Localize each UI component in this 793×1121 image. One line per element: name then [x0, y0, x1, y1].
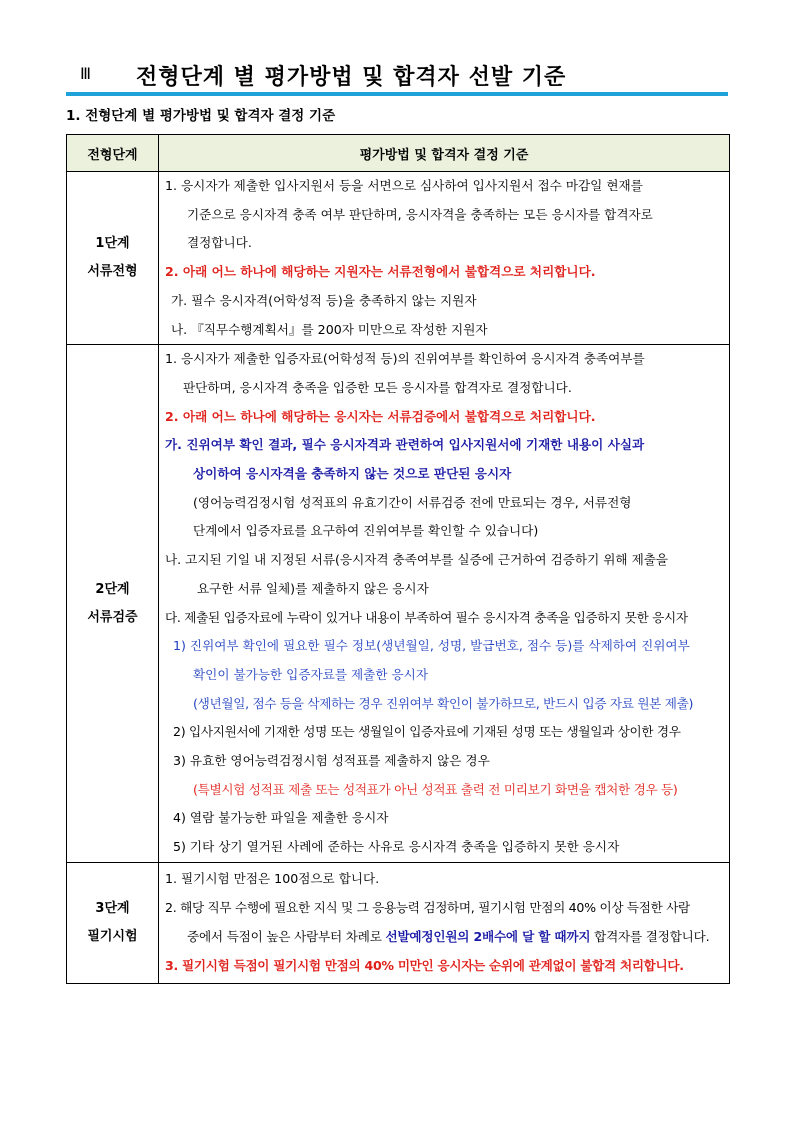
stage3-text: 중에서 득점이 높은 사람부터 차례로: [187, 928, 386, 944]
stage2-subitem: 3) 유효한 영어능력검정시험 성적표를 제출하지 않은 경우: [173, 753, 490, 769]
stage3-warning: 3. 필기시험 득점이 필기시험 만점의 40% 미만인 응시자는 순위에 관계없이 불합격 처리합니다.: [165, 957, 684, 973]
stage3-text: 합격자를 결정합니다.: [590, 928, 710, 944]
section-roman-numeral: Ⅲ: [80, 64, 92, 83]
stage2-criteria: [159, 345, 730, 863]
stage2-emphasis: 가. 진위여부 확인 결과, 필수 응시자격과 관련하여 입사지원서에 기재한 내용이 사실과: [165, 437, 645, 453]
stage2-subitem: 5) 기타 상기 열거된 사례에 준하는 사유로 응시자격 충족을 입증하지 못한 응시자: [173, 839, 620, 855]
stage3-highlight: 선발예정인원의 2배수에 달 할 때까지: [385, 928, 591, 944]
stage3-line: 1. 필기시험 만점은 100점으로 합니다.: [165, 871, 380, 887]
table-header-row: [67, 135, 730, 172]
stage1-name: [67, 172, 159, 345]
stage3-line: [165, 923, 725, 952]
section-title: 전형단계 별 평가방법 및 합격자 선발 기준: [136, 65, 567, 90]
stage2-note: (특별시험 성적표 제출 또는 성적표가 아닌 성적표 출력 전 미리보기 화면을 캡처한 경우 등): [193, 781, 678, 797]
stage2-line: (영어능력검정시험 성적표의 유효기간이 서류검증 전에 만료되는 경우, 서류전형: [193, 494, 632, 510]
stage3-criteria: [159, 862, 730, 983]
header-stage: 전형단계: [67, 135, 159, 172]
subsection-title: 1. 전형단계 별 평가방법 및 합격자 결정 기준: [66, 108, 336, 124]
stage1-line: 결정합니다.: [187, 235, 252, 251]
header-criteria: 평가방법 및 합격자 결정 기준: [159, 135, 730, 172]
stage2-warning: 2. 아래 어느 하나에 해당하는 응시자는 서류검증에서 불합격으로 처리합니다.: [165, 408, 596, 424]
stage2-label: 서류검증: [87, 609, 138, 625]
stage2-subitem: 1) 진위여부 확인에 필요한 필수 정보(생년월일, 성명, 발급번호, 점수 등)를 삭제하여 진위여부: [173, 638, 690, 654]
table-row-stage2: [67, 345, 730, 863]
stage2-line: 요구한 서류 일체)를 제출하지 않은 응시자: [197, 580, 429, 596]
table-row-stage1: [67, 172, 730, 345]
stage2-line: 다. 제출된 입증자료에 누락이 있거나 내용이 부족하여 필수 응시자격 충족을 입증하지 못한 응시자: [165, 609, 688, 625]
stage3-name: [67, 862, 159, 983]
stage1-line: 1. 응시자가 제출한 입사지원서 등을 서면으로 심사하여 입사지원서 접수 마감일 현재를: [165, 178, 643, 193]
stage1-warning: 2. 아래 어느 하나에 해당하는 지원자는 서류전형에서 불합격으로 처리합니다.: [165, 264, 596, 280]
stage2-line: 나. 고지된 기일 내 지정된 서류(응시자격 충족여부를 실증에 근거하여 검증하기 위해 제출을: [165, 552, 669, 568]
stage1-line: 나. 『직무수행계획서』를 200자 미만으로 작성한 지원자: [171, 321, 488, 337]
header-rule: [66, 92, 728, 96]
stage1-criteria: [159, 172, 730, 345]
stage3-line: 2. 해당 직무 수행에 필요한 지식 및 그 응용능력 검정하며, 필기시험 만점의 40% 이상 득점한 사람: [165, 900, 690, 916]
stage1-line: 가. 필수 응시자격(어학성적 등)을 충족하지 않는 지원자: [171, 292, 477, 308]
stage2-name: [67, 345, 159, 863]
section-header: [66, 58, 728, 92]
stage2-line: 1. 응시자가 제출한 입증자료(어학성적 등)의 진위여부를 확인하여 응시자격 충족여부를: [165, 351, 645, 367]
stage2-subitem: 확인이 불가능한 입증자료를 제출한 응시자: [193, 666, 428, 682]
stage1-number: 1단계: [95, 236, 130, 252]
stage3-number: 3단계: [95, 900, 130, 916]
stage2-number: 2단계: [95, 581, 130, 597]
stage2-line: 판단하며, 응시자격 충족을 입증한 모든 응시자를 합격자로 결정합니다.: [183, 379, 572, 395]
stage2-emphasis: 상이하여 응시자격을 충족하지 않는 것으로 판단된 응시자: [193, 466, 512, 482]
stage3-label: 필기시험: [87, 928, 138, 944]
table-row-stage3: [67, 862, 730, 983]
evaluation-table: [66, 134, 730, 984]
stage1-label: 서류전형: [87, 264, 138, 280]
stage1-line: 기준으로 응시자격 충족 여부 판단하며, 응시자격을 충족하는 모든 응시자를 합격자로: [187, 206, 653, 222]
stage2-subitem: 4) 열람 불가능한 파일을 제출한 응시자: [173, 810, 389, 826]
stage2-line: 단계에서 입증자료를 요구하여 진위여부를 확인할 수 있습니다): [193, 523, 539, 539]
stage2-subitem: (생년월일, 점수 등을 삭제하는 경우 진위여부 확인이 불가하므로, 반드시 입증 자료 원본 제출): [193, 695, 694, 711]
stage2-subitem: 2) 입사지원서에 기재한 성명 또는 생월일이 입증자료에 기재된 성명 또는 생월일과 상이한 경우: [173, 724, 681, 740]
